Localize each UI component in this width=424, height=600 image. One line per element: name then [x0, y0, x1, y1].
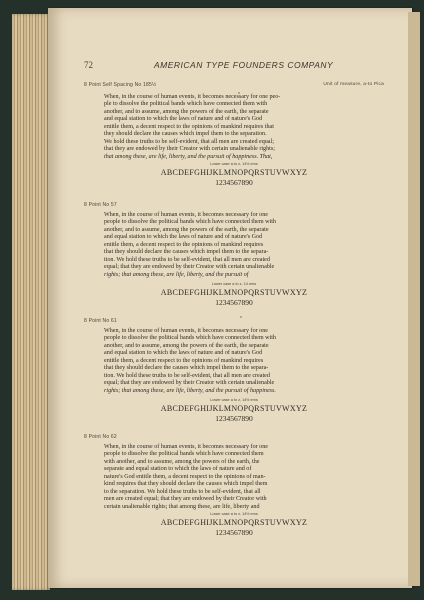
page-edges	[12, 14, 50, 590]
lowercase-note: Lower case a to z, 14 ems	[211, 282, 257, 286]
text-line: they should declare the causes which impel them to the separation.	[104, 131, 267, 138]
print-speck	[238, 92, 240, 94]
text-line: that they should declare the causes which impel them to the separa-	[104, 249, 269, 256]
specimen-body	[104, 212, 374, 279]
text-line: with another, and to assume, among the powers of the earth, the	[104, 458, 260, 465]
specimen-section	[84, 82, 384, 192]
text-line: that they should declare the causes which impel them to the separa-	[104, 365, 269, 372]
specimen-label: 8 Point No 57	[84, 202, 117, 208]
alphabet: ABCDEFGHIJKLMNOPQRSTUVWXYZ	[160, 168, 308, 177]
numerals: 1234567890	[215, 298, 253, 307]
text-line: When, in the course of human events, it becomes necessary for one peo-	[104, 94, 281, 100]
italic-line: rights; that among these, are life, liberty, and the pursuit of	[104, 271, 249, 278]
numerals: 1234567890	[215, 414, 253, 423]
text-line: certain unalienable rights; that among these, are life, liberty and	[104, 503, 260, 510]
lowercase-note: Lower case a to z, 14½ ems	[210, 398, 258, 402]
alphabet: ABCDEFGHIJKLMNOPQRSTUVWXYZ	[160, 404, 308, 413]
specimen-section	[84, 318, 384, 428]
text-line: another, and to assume, among the powers of the earth, the separate	[104, 108, 269, 115]
text-line: equal; that they are endowed by their Creator with certain unalienable	[104, 264, 275, 271]
text-line: that they are endowed by their Creator with certain unalienable rights;	[104, 146, 275, 153]
text-line: When, in the course of human events, it becomes necessary for one	[104, 212, 268, 218]
text-line: people to dissolve the political bands which have connected them	[104, 451, 264, 458]
lowercase-note: Lower case a to z, 14½ ems	[210, 162, 258, 166]
specimen-section	[84, 202, 384, 312]
text-line: men are created equal; that they are endowed by their Creator with	[104, 496, 267, 503]
page-number: 72	[84, 60, 93, 70]
text-line: tion. We hold these truths to be self-evident, that all men are created	[104, 372, 270, 379]
text-line: people to dissolve the political bands which have connected them with	[104, 219, 276, 226]
text-line: tion. We hold these truths to be self-evident, that all men are created	[104, 256, 270, 263]
text-line: nature's God entitle them, a decent respect to the opinions of man-	[104, 473, 266, 480]
italic-line: rights; that among these, are life, liberty, and the pursuit of happiness.	[104, 387, 276, 394]
numerals: 1234567890	[215, 528, 253, 537]
text-line: and equal station to which the laws of nature and of nature's God	[104, 116, 263, 123]
alphabet: ABCDEFGHIJKLMNOPQRSTUVWXYZ	[160, 518, 308, 527]
text-line: separate and equal station to which the laws of nature and of	[104, 466, 252, 473]
text-line: and equal station to which the laws of nature and of nature's God	[104, 234, 263, 241]
text-line: When, in the course of human events, it becomes necessary for one	[104, 328, 268, 334]
text-line: to the separation. We hold these truths to be self-evident, that all	[104, 488, 261, 495]
lowercase-note: Lower case a to z, 14½ ems	[210, 512, 258, 516]
specimen-body	[104, 328, 374, 395]
text-line: ple to dissolve the political bands which have connected them with	[104, 101, 268, 108]
specimen-body	[104, 94, 374, 161]
text-line: We hold these truths to be self-evident, that all men are created equal;	[104, 138, 274, 145]
specimen-label: 8 Point No 61	[84, 318, 117, 324]
text-line: another, and to assume, among the powers of the earth, the separate	[104, 226, 269, 233]
text-line: entitle them, a decent respect to the opinions of mankind requires	[104, 357, 264, 364]
text-line: and equal station to which the laws of nature and of nature's God	[104, 350, 263, 357]
specimen-section	[84, 434, 384, 554]
page-title: AMERICAN TYPE FOUNDERS COMPANY	[154, 60, 334, 70]
specimen-body	[104, 444, 374, 511]
alphabet: ABCDEFGHIJKLMNOPQRSTUVWXYZ	[160, 288, 308, 297]
text-line: entitle them, a decent respect to the opinions of mankind requires	[104, 241, 264, 248]
specimen-label: 8 Point No 62	[84, 434, 117, 440]
text-line: equal; that they are endowed by their Creator with certain unalienable	[104, 380, 275, 387]
print-speck	[240, 316, 242, 318]
page-right-edge	[408, 12, 420, 586]
page-header	[84, 60, 406, 72]
text-line: entitle them, a decent respect to the opinions of mankind requires that	[104, 123, 274, 130]
unit-note: Unit of measure, a-to Pica	[323, 82, 384, 87]
numerals: 1234567890	[215, 178, 253, 187]
text-line: When, in the course of human events, it becomes necessary for one	[104, 444, 268, 450]
text-line: people to dissolve the political bands which have connected them with	[104, 335, 276, 342]
specimen-label: 8 Point Self Spacing No 185½	[84, 82, 157, 88]
text-line: kind requires that they should declare the causes which impel them	[104, 481, 268, 488]
text-line: another, and to assume, among the powers of the earth, the separate	[104, 342, 269, 349]
italic-line: that among these, are life, liberty, and the pursuit of happiness. That,	[104, 153, 273, 160]
